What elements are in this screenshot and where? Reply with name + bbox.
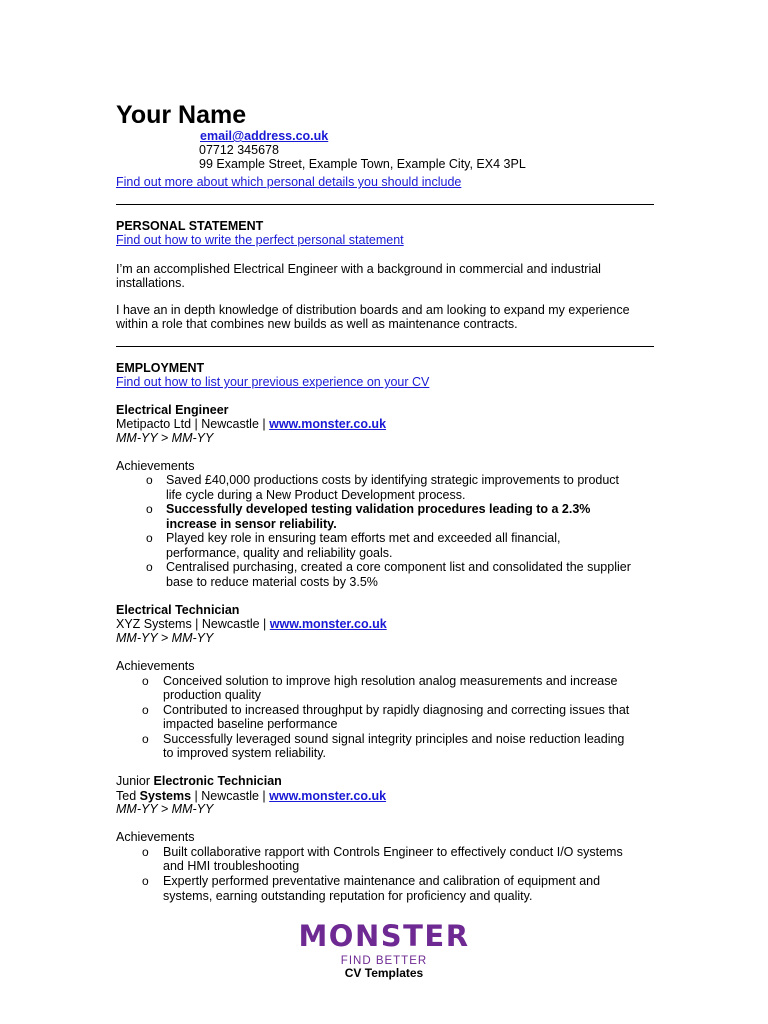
bullet-icon: o: [142, 874, 149, 888]
address: 99 Example Street, Example Town, Example City, EX4 3PL: [199, 157, 526, 171]
personal-statement-heading: PERSONAL STATEMENT: [116, 219, 264, 233]
job-company: XYZ Systems | Newcastle |: [116, 617, 270, 631]
achievement-line: Conceived solution to improve high resolution analog measurements and increase: [163, 674, 618, 688]
bullet-icon: o: [146, 531, 153, 545]
job-dates: MM-YY > MM-YY: [116, 802, 214, 816]
company-website-link[interactable]: www.monster.co.uk: [269, 789, 387, 803]
statement-text: within a role that combines new builds as well as maintenance contracts.: [116, 317, 518, 331]
job-company-prefix: Ted: [116, 789, 140, 803]
email-link[interactable]: email@address.co.uk: [200, 129, 329, 143]
achievements-label: Achievements: [116, 830, 195, 844]
achievement-line: Centralised purchasing, created a core component list and consolidated the supplier: [166, 560, 631, 574]
company-website-link[interactable]: www.monster.co.uk: [269, 417, 387, 431]
achievement-line: impacted baseline performance: [163, 717, 338, 731]
bullet-icon: o: [146, 560, 153, 574]
achievement-line: Played key role in ensuring team efforts met and exceeded all financial,: [166, 531, 561, 545]
achievement-line: to improved system reliability.: [163, 746, 327, 760]
divider: [116, 204, 654, 205]
job-company: | Newcastle |: [191, 789, 270, 803]
job-title: Electrical Technician: [116, 603, 240, 617]
bullet-icon: o: [142, 732, 149, 746]
divider: [116, 346, 654, 347]
achievement-line: life cycle during a New Product Development process.: [166, 488, 466, 502]
achievement-line: increase in sensor reliability.: [166, 517, 337, 531]
achievement-line: base to reduce material costs by 3.5%: [166, 575, 378, 589]
bullet-icon: o: [142, 703, 149, 717]
job-company: Metipacto Ltd | Newcastle |: [116, 417, 270, 431]
job-title-line: [116, 774, 282, 789]
achievement-line: performance, quality and reliability goals.: [166, 546, 393, 560]
bullet-icon: o: [142, 845, 149, 859]
job-company-line: [116, 617, 387, 632]
job-company-line: [116, 417, 386, 432]
job-title-prefix: Junior: [116, 774, 154, 788]
statement-text: I have an in depth knowledge of distribution boards and am looking to expand my experience: [116, 303, 630, 317]
phone-number: 07712 345678: [199, 143, 279, 157]
employment-link[interactable]: Find out how to list your previous experience on your CV: [116, 375, 430, 389]
job-dates: MM-YY > MM-YY: [116, 431, 214, 445]
employment-heading: EMPLOYMENT: [116, 361, 205, 375]
achievement-line: Expertly performed preventative maintenance and calibration of equipment and: [163, 874, 601, 888]
bullet-icon: o: [142, 674, 149, 688]
achievement-line: Successfully leveraged sound signal integrity principles and noise reduction leading: [163, 732, 625, 746]
company-website-link[interactable]: www.monster.co.uk: [269, 617, 387, 631]
achievement-line: Contributed to increased throughput by rapidly diagnosing and correcting issues that: [163, 703, 630, 717]
achievements-label: Achievements: [116, 459, 195, 473]
achievements-label: Achievements: [116, 659, 195, 673]
cv-templates-label: CV Templates: [344, 966, 424, 980]
job-title: Electrical Engineer: [116, 403, 229, 417]
job-company-bold: Systems: [139, 789, 192, 803]
achievement-line: and HMI troubleshooting: [163, 859, 300, 873]
personal-details-link[interactable]: Find out more about which personal details you should include: [116, 175, 462, 189]
job-dates: MM-YY > MM-YY: [116, 631, 214, 645]
statement-text: installations.: [116, 276, 185, 290]
achievement-line: Successfully developed testing validation procedures leading to a 2.3%: [166, 502, 591, 516]
candidate-name: Your Name: [116, 101, 247, 129]
statement-text: I’m an accomplished Electrical Engineer with a background in commercial and industrial: [116, 262, 601, 276]
achievement-line: systems, earning outstanding reputation for proficiency and quality.: [163, 889, 533, 903]
job-title: Electronic Technician: [153, 774, 282, 788]
achievement-line: production quality: [163, 688, 261, 702]
bullet-icon: o: [146, 473, 153, 487]
monster-logo: MONSTER: [298, 919, 470, 953]
logo-tagline: FIND BETTER: [340, 955, 428, 967]
bullet-icon: o: [146, 502, 153, 516]
personal-statement-link[interactable]: Find out how to write the perfect personal statement: [116, 233, 404, 247]
achievement-line: Built collaborative rapport with Controls Engineer to effectively conduct I/O systems: [163, 845, 623, 859]
achievement-line: Saved £40,000 productions costs by identifying strategic improvements to product: [166, 473, 620, 487]
